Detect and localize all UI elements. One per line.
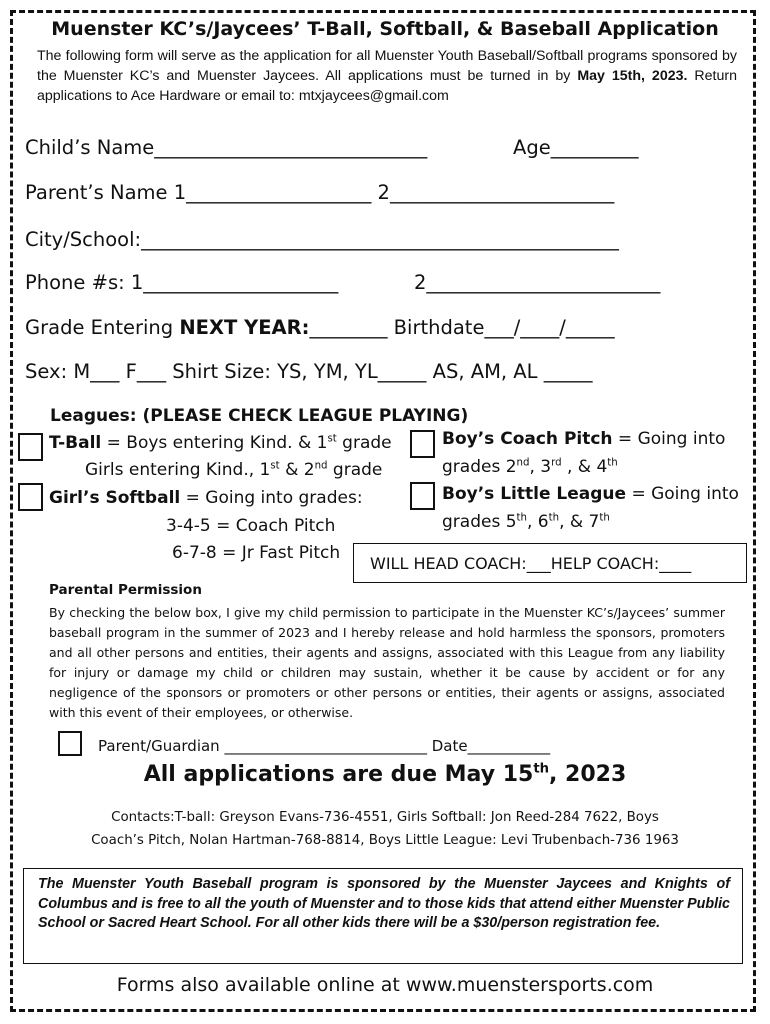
intro-paragraph <box>37 46 737 106</box>
tball-line-2: Girls entering Kind., 1st & 2nd grade <box>85 460 383 480</box>
softball-label: Girl’s Softball <box>49 488 181 508</box>
tball-label: T-Ball <box>49 433 102 453</box>
email-address[interactable]: mtxjaycees@gmail.com <box>298 88 449 104</box>
next-year-label: NEXT YEAR: <box>179 316 310 339</box>
little-league-line-2: grades 5th, 6th, & 7th <box>442 512 610 532</box>
phone-field-2[interactable]: 2________________________ <box>414 271 661 294</box>
softball-jr-fast-pitch: 6-7-8 = Jr Fast Pitch <box>172 543 341 563</box>
contacts <box>0 806 770 852</box>
coach-pitch-label: Boy’s Coach Pitch <box>442 429 613 449</box>
leagues-heading: Leagues: (PLEASE CHECK LEAGUE PLAYING) <box>50 406 469 426</box>
grade-birthdate-field[interactable] <box>25 316 615 339</box>
dashed-border <box>10 10 756 1012</box>
little-league-checkbox[interactable] <box>410 482 435 510</box>
coach-pitch-line-2: grades 2nd, 3rd , & 4th <box>442 457 618 477</box>
little-league-label: Boy’s Little League <box>442 484 627 504</box>
phone-field-1[interactable]: Phone #s: 1____________________ <box>25 271 339 294</box>
permission-checkbox[interactable] <box>58 731 82 756</box>
deadline-date: May 15th, 2023. <box>577 68 688 84</box>
contacts-line-2: Coach’s Pitch, Nolan Hartman-768-8814, Boys Little League: Levi Trubenbach-736 1963 <box>91 833 679 848</box>
softball-checkbox[interactable] <box>18 483 43 511</box>
coach-pitch-checkbox[interactable] <box>410 430 435 458</box>
softball-coach-pitch: 3-4-5 = Coach Pitch <box>166 516 336 536</box>
tball-checkbox[interactable] <box>18 433 43 461</box>
city-school-field[interactable]: City/School:_________________________________________________ <box>25 228 619 251</box>
coach-volunteer-box[interactable]: WILL HEAD COACH:___HELP COACH:____ <box>353 543 747 583</box>
signature-line[interactable]: Parent/Guardian ___________________________ Date___________ <box>98 737 551 755</box>
contacts-line-1: Contacts:T-ball: Greyson Evans-736-4551, Girls Softball: Jon Reed-284 7622, Boys <box>111 810 659 825</box>
permission-heading: Parental Permission <box>49 582 202 598</box>
grade-label: Grade Entering <box>25 316 180 339</box>
form-title: Muenster KC’s/Jaycees’ T-Ball, Softball, & Baseball Application <box>51 18 719 40</box>
permission-text: By checking the below box, I give my child permission to participate in the Muenster KC’s/Jaycees’ summer baseball program in the summer of 2023 and I hereby release and hold harmless the sponsors, promoters and all other persons and entities, their agents and assigns, associated with this League from any liability for injury or damage my child or children may sustain, whether it be cause by accident or for any negligence of the sponsors or promoters or other persons or entities, their agents or assigns, associated with this event of their employees, or otherwise. <box>49 605 725 720</box>
sex-shirt-field[interactable]: Sex: M___ F___ Shirt Size: YS, YM, YL_____ AS, AM, AL _____ <box>25 360 593 383</box>
due-date-heading: All applications are due May 15th, 2023 <box>143 761 627 787</box>
little-league-line-1: Boy’s Little League = Going into <box>442 484 739 504</box>
intro-text: The following form will serve as the application for all Muenster Youth Baseball/Softball programs sponsored by the Muenster KC’s and Muenster Jaycees. All applications must be turned in by <box>37 48 737 84</box>
intro-return-text: Return applications to Ace Hardware or email to: <box>37 68 737 104</box>
softball-line-1: Girl’s Softball = Going into grades: <box>49 488 363 508</box>
age-field[interactable]: Age_________ <box>513 136 639 159</box>
grade-birthdate-blanks[interactable]: ________ Birthdate___/____/_____ <box>309 316 615 339</box>
coach-pitch-line-1: Boy’s Coach Pitch = Going into <box>442 429 726 449</box>
parent-name-field[interactable]: Parent’s Name 1___________________ 2_______________________ <box>25 181 615 204</box>
tball-line-1: T-Ball = Boys entering Kind. & 1st grade <box>49 433 392 453</box>
sponsor-notice: The Muenster Youth Baseball program is sponsored by the Muenster Jaycees and Knights of Columbus and is free to all the youth of Muenster and to those kids that attend either Muenster Public School or Sacred Heart School. For all other kids there will be a $30/person registration fee. <box>23 868 743 964</box>
child-name-field[interactable]: Child’s Name____________________________ <box>25 136 428 159</box>
online-forms-note: Forms also available online at www.muenstersports.com <box>116 974 654 996</box>
